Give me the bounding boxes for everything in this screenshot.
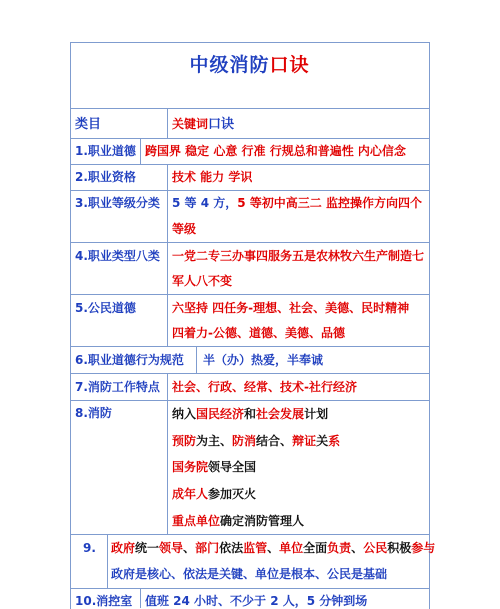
- row-content-part: 纳入: [172, 407, 197, 421]
- row-content-part: 成年人: [172, 487, 209, 501]
- row-content-part: 、: [351, 541, 364, 555]
- row-content-part: 防消: [232, 434, 257, 448]
- row-content: 值班 24 小时、不少于 2 人，5 分钟到场: [145, 594, 368, 608]
- row-divider: [70, 108, 429, 109]
- row-content: 四着力-公德、道德、美德、品德: [172, 326, 345, 340]
- page-title: [70, 50, 429, 77]
- row-divider: [70, 346, 429, 347]
- row-content: 跨国界 稳定 心意 行准 行规总和普遍性 内心信念: [145, 144, 406, 158]
- row-divider: [70, 400, 429, 401]
- column-divider: [107, 534, 108, 588]
- column-divider: [167, 373, 168, 534]
- row-content: 一党二专三办事四服务五是农林牧六生产制造七: [172, 249, 425, 263]
- row-content-part: 、: [267, 541, 280, 555]
- row-divider: [70, 190, 429, 191]
- column-divider: [167, 164, 168, 346]
- row-content-part: 依法: [219, 541, 244, 555]
- row-content-part: 单位: [279, 541, 304, 555]
- row-category: 7.消防工作特点: [75, 380, 160, 394]
- row-content-part: 领导: [159, 541, 184, 555]
- header-keyword-a: 关键词: [172, 117, 209, 131]
- row-content: 半（办）热爱，半奉诚: [203, 353, 324, 367]
- row-category: 9.: [83, 541, 96, 555]
- row-content-part: 领导全国: [208, 460, 257, 474]
- row-category: 1.职业道德: [75, 144, 136, 158]
- row-divider: [70, 373, 429, 374]
- title-main: 中级消防: [189, 54, 270, 76]
- row-content: [172, 487, 256, 501]
- row-content-part: 统一: [135, 541, 160, 555]
- row-category: 3.职业等级分类: [75, 196, 160, 210]
- row-divider: [70, 294, 429, 295]
- header-keyword: [172, 117, 234, 132]
- row-content-part: 负责: [327, 541, 352, 555]
- row-content: [172, 196, 422, 210]
- row-content: 政府是核心、依法是关键、单位是根本、公民是基础: [111, 567, 388, 581]
- row-content-part: 参加灭火: [208, 487, 257, 501]
- row-content: [111, 541, 435, 555]
- row-content-part: 政府: [111, 541, 136, 555]
- row-content: 等级: [172, 222, 197, 236]
- row-divider: [70, 242, 429, 243]
- row-content-part: 计划: [304, 407, 329, 421]
- row-category: 10.消控室: [75, 594, 133, 608]
- row-content-part: 、: [183, 541, 196, 555]
- row-category: 2.职业资格: [75, 170, 136, 184]
- row-content-part: 5 等 4 方，: [172, 196, 238, 210]
- row-content: 技术 能力 学识: [172, 170, 253, 184]
- header-category: 类目: [75, 117, 102, 132]
- row-content-part: 全面: [303, 541, 328, 555]
- column-divider: [196, 346, 197, 373]
- row-content-part: 预防: [172, 434, 197, 448]
- row-content: 军人八不变: [172, 274, 233, 288]
- row-content-part: 国民经济: [196, 407, 245, 421]
- row-divider: [70, 164, 429, 165]
- row-content-part: 公民: [363, 541, 388, 555]
- row-content: [172, 434, 340, 448]
- row-category: 6.职业道德行为规范: [75, 353, 184, 367]
- row-content-part: 参与: [411, 541, 436, 555]
- row-divider: [70, 588, 429, 589]
- row-content: 社会、行政、经常、技术-社行经济: [172, 380, 357, 394]
- row-content-part: 结合、: [256, 434, 293, 448]
- header-keyword-b: 口诀: [208, 117, 235, 132]
- row-divider: [70, 534, 429, 535]
- row-divider: [70, 138, 429, 139]
- row-content-part: 关: [316, 434, 329, 448]
- row-category: 5.公民道德: [75, 301, 136, 315]
- row-content: 六坚持 四任务-理想、社会、美德、民时精神: [172, 301, 410, 315]
- row-content-part: 社会发展: [256, 407, 305, 421]
- row-content-part: 5 等初中高三二 监控操作方向四个: [237, 196, 422, 210]
- row-category: 8.消防: [75, 406, 112, 420]
- row-content-part: 积极: [387, 541, 412, 555]
- row-category: 4.职业类型八类: [75, 249, 160, 263]
- row-content-part: 确定消防管理人: [220, 514, 305, 528]
- column-divider: [140, 588, 141, 608]
- row-content-part: 监管: [243, 541, 268, 555]
- title-accent: 口诀: [269, 54, 310, 76]
- row-content-part: 和: [244, 407, 257, 421]
- row-content: [172, 514, 304, 528]
- row-content-part: 系: [328, 434, 341, 448]
- row-content-part: 部门: [195, 541, 220, 555]
- row-content: [172, 407, 328, 421]
- row-content-part: 辩证: [292, 434, 317, 448]
- row-content-part: 重点单位: [172, 514, 221, 528]
- row-content-part: 为主、: [196, 434, 233, 448]
- row-content-part: 国务院: [172, 460, 209, 474]
- column-divider: [140, 138, 141, 164]
- row-content: [172, 460, 256, 474]
- column-divider: [167, 108, 168, 138]
